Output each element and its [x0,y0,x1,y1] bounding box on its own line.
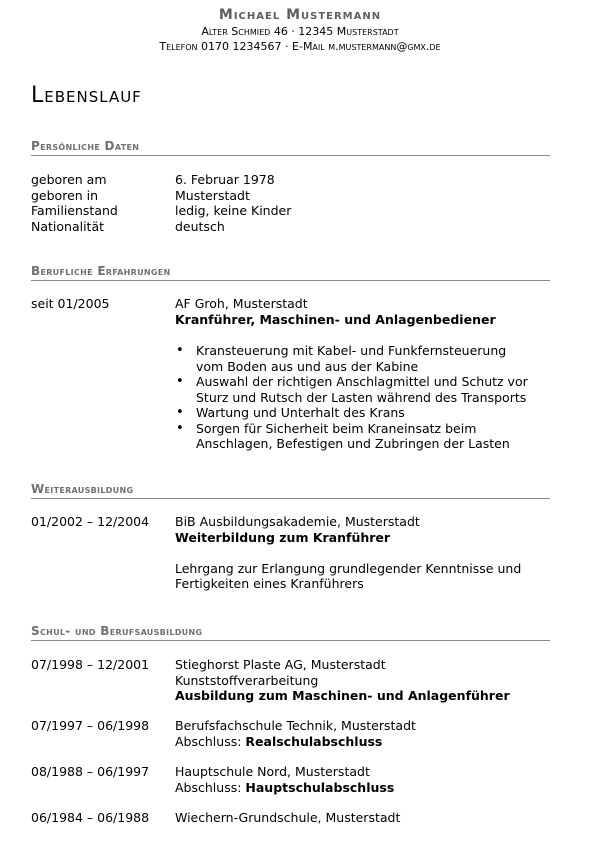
applicant-name: Michael Mustermann [218,7,382,23]
education-institution: Berufsfachschule Technik, Musterstadt [175,718,416,733]
section-heading-training: Weiterausbildung [31,482,550,499]
education-details [175,810,550,826]
section-heading-education: Schul- und Berufsausbildung [31,624,550,641]
personal-label: Nationalität [31,218,105,234]
letterhead [0,6,600,54]
degree-prefix: Abschluss: [175,733,246,749]
personal-value: 6. Februar 1978 [175,172,275,187]
education-details [175,657,550,704]
section-education [31,624,550,825]
experience-date: seit 01/2005 [31,296,110,311]
mail-address: m.mustermann@gmx.de [328,40,441,53]
education-institution: Wiechern-Grundschule, Musterstadt [175,810,401,825]
training-description: Lehrgang zur Erlangung grundlegender Kenntnisse und [175,560,522,576]
degree-prefix: Abschluss: [175,779,246,795]
experience-role: Kranführer, Maschinen- und Anlagenbediener [175,311,496,327]
training-details [175,514,550,592]
education-details [175,718,550,749]
education-date: 07/1997 – 06/1998 [31,718,150,733]
personal-value: Musterstadt [175,187,250,203]
personal-label: Familienstand [31,203,118,218]
section-personal [31,139,550,234]
applicant-contact [0,39,600,54]
personal-value: deutsch [175,218,225,234]
phone-number: 0170 1234567 [201,40,282,53]
education-qualification: Realschulabschluss [245,733,383,749]
section-heading-experience: Berufliche Erfahrungen [31,264,550,281]
training-description: Fertigkeiten eines Kranführers [175,576,364,591]
mail-label: · E-Mail [285,40,325,53]
personal-value: ledig, keine Kinder [175,203,292,218]
training-date: 01/2002 – 12/2004 [31,514,150,529]
list-item: • Kransteuerung mit Kabel- und Funkfernsteuerung vom Boden aus und aus der Kabine [175,343,535,374]
education-institution: Stieghorst Plaste AG, Musterstadt [175,657,386,672]
education-degree-line [175,734,550,750]
personal-label: geboren am [31,172,107,187]
education-degree-line [175,780,550,796]
list-item: • Wartung und Unterhalt des Krans [175,405,535,421]
education-qualification: Ausbildung zum Maschinen- und Anlagenführer [175,688,510,703]
education-details [175,764,550,795]
education-qualification: Hauptschulabschluss [245,779,395,795]
education-date: 07/1998 – 12/2001 [31,657,150,672]
experience-company: AF Groh, Musterstadt [175,296,308,311]
training-institution: BiB Ausbildungsakademie, Musterstadt [175,514,420,529]
applicant-address: Alter Schmied 46 · 12345 Musterstadt [201,25,399,38]
section-heading-personal: Persönliche Daten [31,139,550,156]
training-course: Weiterbildung zum Kranführer [175,529,391,545]
section-experience [31,264,550,451]
education-date: 08/1988 – 06/1997 [31,764,150,779]
experience-details [175,296,550,452]
list-item: • Auswahl der richtigen Anschlagmittel und Schutz vor Sturz und Rutsch der Lasten während des Transports [175,374,535,405]
education-field: Kunststoffverarbeitung [175,672,319,688]
document-title: Lebenslauf [31,83,142,108]
phone-label: Telefon [159,40,198,53]
list-item: • Sorgen für Sicherheit beim Kraneinsatz beim Anschlagen, Befestigen und Zubringen der Lasten [175,421,535,452]
education-institution: Hauptschule Nord, Musterstadt [175,764,370,779]
personal-label: geboren in [31,187,99,203]
education-date: 06/1984 – 06/1988 [31,810,150,825]
experience-task-list [175,343,535,452]
section-training [31,482,550,591]
